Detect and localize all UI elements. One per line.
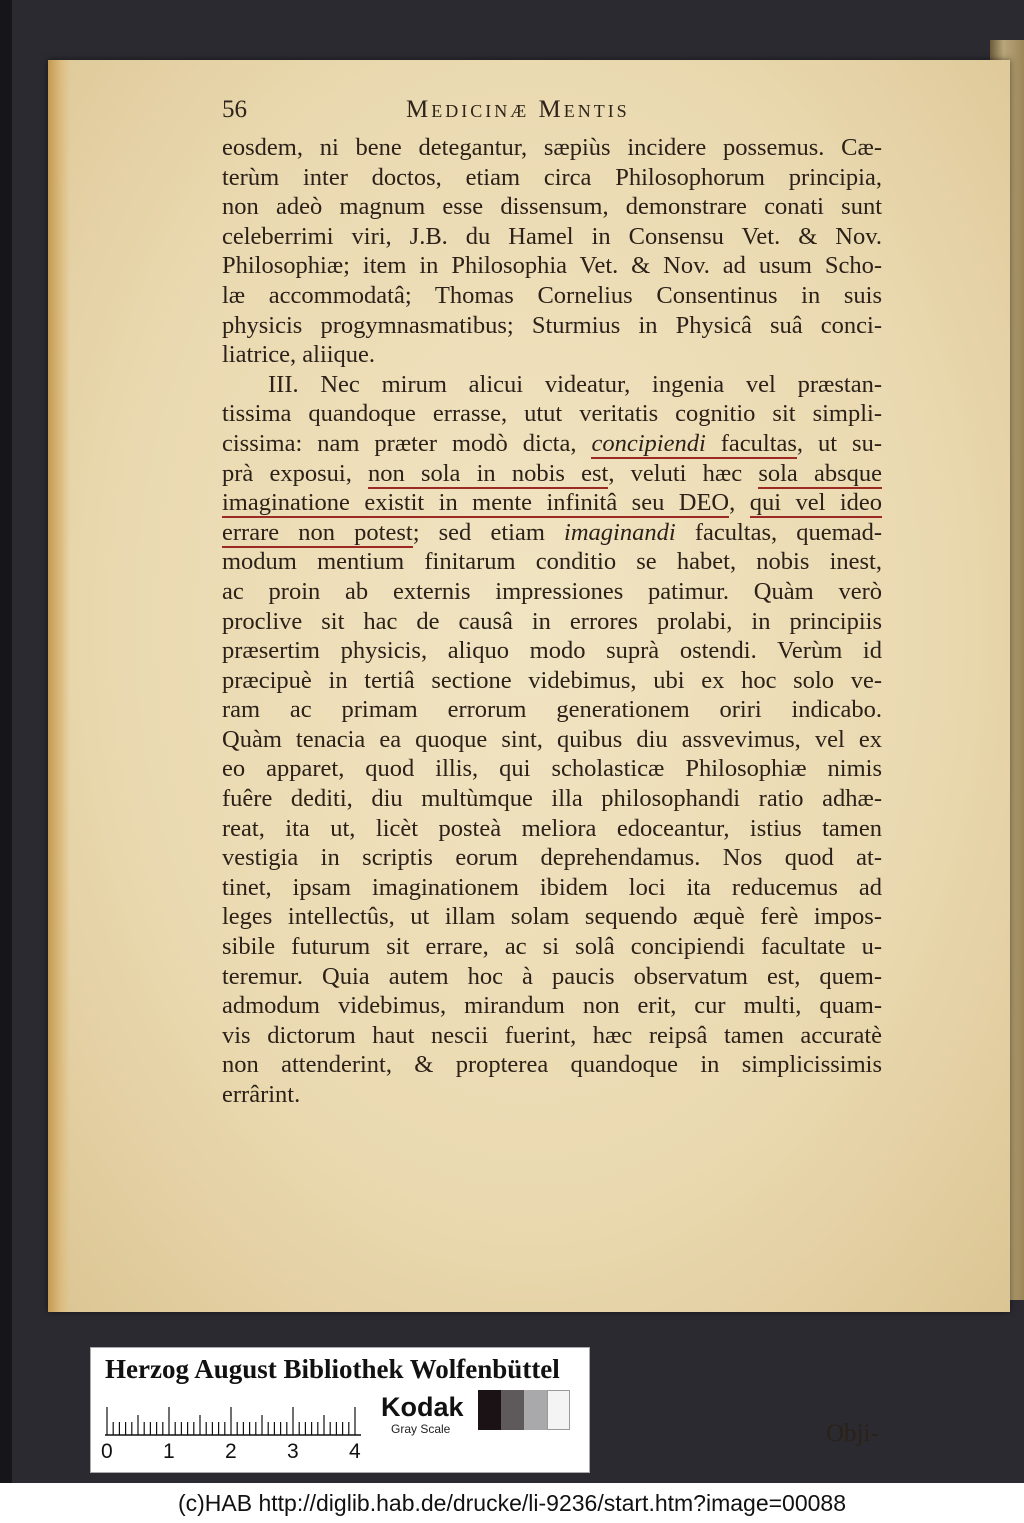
- gray-patch: [478, 1390, 501, 1430]
- text-segment: , veluti hæc: [608, 459, 759, 487]
- text-line: præcipuè in tertiâ sectione videbimus, ubi ex hoc solo ve-: [222, 666, 882, 694]
- text-line: non adeò magnum esse dissensum, demonstrare conati sunt: [222, 193, 882, 221]
- text-line: ac proin ab externis impressiones patimur. Quàm verò: [222, 577, 882, 605]
- page-number: 56: [222, 96, 247, 123]
- text-line: errârint.: [222, 1081, 301, 1108]
- text-segment: ; sed etiam: [412, 518, 565, 546]
- text-line: modum mentium finitarum conditio se habet, nobis inest,: [222, 548, 882, 576]
- kodak-logo: Kodak: [381, 1392, 464, 1422]
- paragraph-start: III. Nec mirum alicui videatur, ingenia vel præstan-: [268, 370, 882, 398]
- text-segment: cissima: nam præter modò dicta,: [222, 429, 592, 457]
- text-segment: prà exposui,: [222, 459, 369, 487]
- text-line: tinet, ipsam imaginationem ibidem loci ita reducemus ad: [222, 873, 882, 901]
- text-line: celeberrimi viri, J.B. du Hamel in Consensu Vet. & Nov.: [222, 222, 882, 250]
- copyright-url: (c)HAB http://diglib.hab.de/drucke/li-9236/start.htm?image=00088: [177, 1490, 846, 1516]
- ruler-number: 3: [287, 1440, 299, 1463]
- text-line: teremur. Quia autem hoc à paucis observatum est, quem-: [222, 962, 882, 990]
- text-line: [222, 429, 882, 459]
- text-line: eosdem, ni bene detegantur, sæpiùs incidere possemus. Cæ-: [222, 134, 882, 161]
- body-text: [222, 133, 882, 1110]
- text-line: vestigia in scriptis eorum deprehendamus. Nos quod at-: [222, 844, 882, 872]
- text-segment: ,: [729, 489, 750, 517]
- text-line: præsertim physicis, aliquo modo suprà ostendi. Verùm id: [222, 637, 882, 665]
- text-line: proclive sit hac de causâ in errores prolabi, in principiis: [222, 607, 882, 635]
- running-title: Medicinæ Mentis: [406, 96, 630, 123]
- underlined-segment: qui vel ideo: [749, 489, 883, 517]
- color-reference-card: [90, 1347, 590, 1473]
- running-head: [222, 96, 882, 136]
- text-line: læ accommodatâ; Thomas Cornelius Consentinus in suis: [222, 281, 882, 309]
- text-line: terùm inter doctos, etiam circa Philosophorum principia,: [222, 163, 882, 191]
- catchword: Obji-: [826, 1420, 879, 1447]
- gray-patch: [547, 1390, 570, 1430]
- text-line: reat, ita ut, licèt posteà meliora edoceantur, istius tamen: [222, 814, 882, 842]
- ruler-number: 2: [225, 1440, 237, 1463]
- ruler-number: 1: [163, 1440, 175, 1463]
- text-line: ram ac primam errorum generationem oriri indicabo.: [222, 696, 882, 724]
- gray-scale-label: Gray Scale: [391, 1422, 451, 1436]
- text-segment: , ut su-: [796, 429, 882, 457]
- text-line: tissima quandoque errasse, utut veritatis cognitio sit simpli-: [222, 400, 882, 428]
- text-line: [222, 459, 882, 489]
- text-line: leges intellectûs, ut illam solam sequendo æquè ferè impos-: [222, 903, 882, 931]
- text-line: [222, 518, 882, 548]
- underlined-segment: sola absque: [758, 459, 883, 487]
- italic-term: imaginandi: [564, 518, 676, 546]
- text-line: liatrice, aliique.: [222, 341, 376, 369]
- gray-patch: [524, 1390, 547, 1430]
- page-gutter-edge: [48, 60, 70, 1312]
- scan-dark-strip: [0, 0, 12, 1483]
- ruler-number: 0: [101, 1440, 113, 1463]
- underlined-italic-term: concipiendi: [591, 429, 706, 457]
- text-line: Quàm tenacia ea quoque sint, quibus diu assvevimus, vel ex: [222, 725, 882, 753]
- text-line: [222, 488, 882, 518]
- text-line: non attenderint, & propterea quandoque in simplicissimis: [222, 1051, 882, 1079]
- ruler-scale: [105, 1406, 361, 1436]
- ruler-number: 4: [349, 1440, 361, 1463]
- gray-scale-patches: [478, 1390, 570, 1430]
- gray-patch: [501, 1390, 524, 1430]
- underlined-segment: imaginatione existit in mente infinitâ seu DEO: [222, 489, 730, 517]
- underlined-segment: errare non potest: [222, 518, 413, 546]
- text-line: eo apparet, quod illis, qui scholasticæ Philosophiæ nimis: [222, 755, 882, 783]
- library-name: Herzog August Bibliothek Wolfenbüttel: [105, 1354, 560, 1384]
- ruler-numbers: [101, 1440, 371, 1466]
- text-line: admodum videbimus, mirandum non erit, cur multi, quam-: [222, 992, 882, 1020]
- text-line: physicis progymnasmatibus; Sturmius in Physicâ suâ conci-: [222, 311, 882, 339]
- text-line: sibile futurum sit errare, ac si solâ concipiendi facultate u-: [222, 933, 882, 961]
- underlined-segment: non sola in nobis est: [368, 459, 609, 487]
- text-line: Philosophiæ; item in Philosophia Vet. & Nov. ad usum Scho-: [222, 252, 882, 280]
- text-line: vis dictorum haut nescii fuerint, hæc reipsâ tamen accuratè: [222, 1021, 882, 1049]
- text-segment: facultas, quemad-: [675, 518, 882, 546]
- underlined-segment: facultas: [705, 429, 797, 457]
- text-line: fuêre dediti, diu multùmque illa philosophandi ratio adhæ-: [222, 785, 882, 813]
